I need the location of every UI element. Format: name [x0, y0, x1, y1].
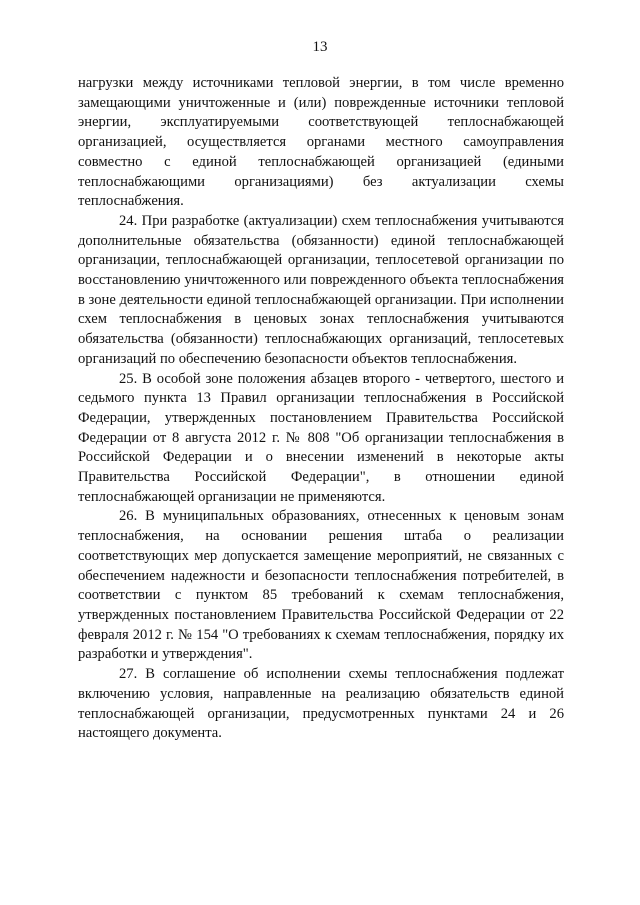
paragraph-continuation: нагрузки между источниками тепловой энергии, в том числе временно замещающими уничтоженные и (или) поврежденные источники тепловой энергии, эксплуатируемыми соответствующей теплоснабжающей организацией, осуществляется органами местного самоуправления совместно с единой теплоснабжающей организацией (едиными теплоснабжающими организациями) без актуализации схемы теплоснабжения.: [78, 75, 564, 210]
page-number: 13: [312, 39, 328, 55]
paragraph-24: 24. При разработке (актуализации) схем теплоснабжения учитываются дополнительные обязательства (обязанности) единой теплоснабжающей организации, теплоснабжающей организации, теплосетевой организации по восстановлению уничтоженного или поврежденного объекта теплоснабжения в зоне деятельности единой теплоснабжающей организации. При исполнении схем теплоснабжения в ценовых зонах теплоснабжения учитываются обязательства (обязанности) теплоснабжающих организаций, теплосетевых организаций по обеспечению безопасности объектов теплоснабжения.: [78, 212, 564, 367]
paragraph-25: 25. В особой зоне положения абзацев второго - четвертого, шестого и седьмого пункта 13 Правил организации теплоснабжения в Российской Федерации, утвержденных постановлением Правительства Российской Федерации от 8 августа 2012 г. № 808 "Об организации теплоснабжения в Российской Федерации и о внесении изменений в некоторые акты Правительства Российской Федерации", в отношении единой теплоснабжающей организации не применяются.: [78, 370, 564, 505]
paragraph-27: 27. В соглашение об исполнении схемы теплоснабжения подлежат включению условия, направленные на реализацию обязательств единой теплоснабжающей организации, предусмотренных пунктами 24 и 26 настоящего документа.: [78, 666, 564, 742]
document-body: [78, 74, 564, 744]
paragraph-26: 26. В муниципальных образованиях, отнесенных к ценовым зонам теплоснабжения, на основании решения штаба о реализации соответствующих мер допускается замещение мероприятий, не связанных с обеспечением надежности и безопасности теплоснабжения потребителей, в соответствии с пунктом 85 требований к схемам теплоснабжения, утвержденных постановлением Правительства Российской Федерации от 22 февраля 2012 г. № 154 "О требованиях к схемам теплоснабжения, порядку их разработки и утверждения".: [78, 508, 564, 663]
